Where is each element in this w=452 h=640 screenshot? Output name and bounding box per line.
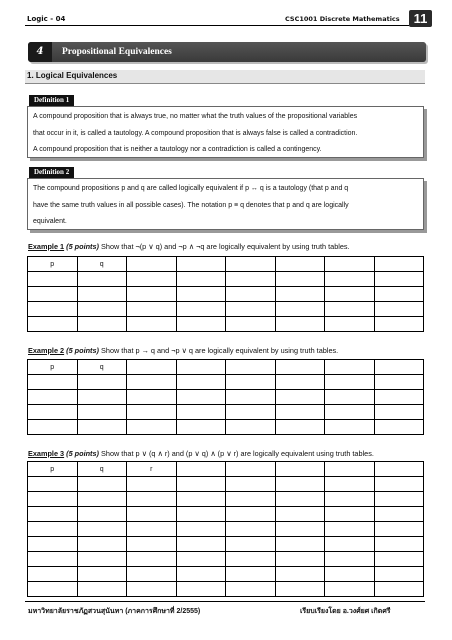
table-cell[interactable] — [374, 317, 424, 332]
table-cell[interactable] — [127, 272, 177, 287]
table-row — [28, 582, 424, 597]
footer-rule — [25, 601, 425, 602]
section-heading-bar — [25, 70, 425, 84]
table-cell[interactable] — [77, 582, 127, 597]
table-row — [28, 390, 424, 405]
table-header-cell — [226, 257, 276, 272]
table-cell[interactable] — [226, 522, 276, 537]
table-cell[interactable] — [176, 420, 226, 435]
table-cell[interactable] — [275, 405, 325, 420]
definition-1-box — [27, 106, 424, 158]
table-header-cell — [275, 257, 325, 272]
table-cell[interactable] — [77, 522, 127, 537]
table-cell[interactable] — [275, 537, 325, 552]
table-cell[interactable] — [275, 420, 325, 435]
table-cell[interactable] — [28, 420, 78, 435]
table-row — [28, 375, 424, 390]
table-cell[interactable] — [127, 552, 177, 567]
table-row — [28, 287, 424, 302]
table-header-cell — [325, 257, 375, 272]
table-row — [28, 272, 424, 287]
table-cell[interactable] — [176, 492, 226, 507]
table-cell[interactable] — [127, 477, 177, 492]
table-row — [28, 420, 424, 435]
table-cell[interactable] — [374, 272, 424, 287]
table-cell[interactable] — [374, 567, 424, 582]
table-header-row — [28, 257, 424, 272]
table-cell[interactable] — [275, 375, 325, 390]
running-header-left: Logic - 04 — [27, 15, 66, 23]
example-2-title — [28, 346, 338, 355]
table-cell[interactable] — [127, 302, 177, 317]
table-cell[interactable] — [374, 390, 424, 405]
example-3-truth-table — [27, 461, 424, 597]
table-cell[interactable] — [275, 317, 325, 332]
table-cell[interactable] — [127, 390, 177, 405]
example-3-label: Example 3 — [28, 449, 65, 458]
table-cell[interactable] — [325, 477, 375, 492]
table-header-cell — [176, 360, 226, 375]
table-header-cell — [325, 360, 375, 375]
table-cell[interactable] — [226, 317, 276, 332]
table-cell[interactable] — [176, 390, 226, 405]
table-header-cell: q — [77, 360, 127, 375]
table-cell[interactable] — [127, 492, 177, 507]
definition-1-line-3: A compound proposition that is neither a tautology nor a contradiction is called a contingency. — [33, 146, 322, 153]
table-cell[interactable] — [176, 302, 226, 317]
table-cell[interactable] — [77, 317, 127, 332]
table-header-cell — [176, 257, 226, 272]
example-2-text: Show that p → q and ¬p ∨ q are logically equivalent by using truth tables. — [101, 346, 339, 355]
definition-1-line-1: A compound proposition that is always true, no matter what the truth values of the propositional variables — [33, 113, 358, 120]
example-2-truth-table — [27, 359, 424, 435]
table-cell[interactable] — [28, 492, 78, 507]
table-cell[interactable] — [226, 567, 276, 582]
table-row — [28, 492, 424, 507]
table-cell[interactable] — [374, 522, 424, 537]
table-row — [28, 567, 424, 582]
table-cell[interactable] — [127, 507, 177, 522]
table-cell[interactable] — [226, 492, 276, 507]
table-cell[interactable] — [275, 492, 325, 507]
table-cell[interactable] — [176, 567, 226, 582]
table-header-cell: p — [28, 462, 78, 477]
table-cell[interactable] — [275, 287, 325, 302]
table-cell[interactable] — [325, 317, 375, 332]
table-header-cell — [176, 462, 226, 477]
table-cell[interactable] — [176, 522, 226, 537]
table-cell[interactable] — [28, 522, 78, 537]
table-cell[interactable] — [374, 302, 424, 317]
table-cell[interactable] — [28, 375, 78, 390]
example-3-text: Show that p ∨ (q ∧ r) and (p ∨ q) ∧ (p ∨ r) are logically equivalent using truth tables. — [101, 449, 374, 458]
table-cell[interactable] — [127, 375, 177, 390]
table-cell[interactable] — [127, 405, 177, 420]
table-cell[interactable] — [325, 420, 375, 435]
table-cell[interactable] — [127, 317, 177, 332]
table-cell[interactable] — [275, 507, 325, 522]
table-cell[interactable] — [226, 552, 276, 567]
table-cell[interactable] — [77, 552, 127, 567]
table-cell[interactable] — [325, 272, 375, 287]
table-header-cell — [374, 360, 424, 375]
table-header-cell — [226, 360, 276, 375]
table-cell[interactable] — [28, 317, 78, 332]
table-cell[interactable] — [127, 420, 177, 435]
table-header-cell — [374, 462, 424, 477]
chapter-number: 4 — [28, 42, 52, 62]
table-cell[interactable] — [176, 477, 226, 492]
table-cell[interactable] — [176, 317, 226, 332]
table-header-cell — [325, 462, 375, 477]
table-row — [28, 302, 424, 317]
table-cell[interactable] — [77, 272, 127, 287]
table-row — [28, 507, 424, 522]
table-cell[interactable] — [28, 537, 78, 552]
table-cell[interactable] — [226, 272, 276, 287]
table-cell[interactable] — [77, 287, 127, 302]
table-row — [28, 537, 424, 552]
table-cell[interactable] — [325, 390, 375, 405]
table-cell[interactable] — [226, 477, 276, 492]
table-cell[interactable] — [325, 522, 375, 537]
table-cell[interactable] — [28, 582, 78, 597]
table-cell[interactable] — [226, 287, 276, 302]
table-cell[interactable] — [374, 507, 424, 522]
table-cell[interactable] — [325, 567, 375, 582]
table-cell[interactable] — [28, 477, 78, 492]
table-cell[interactable] — [28, 552, 78, 567]
table-cell[interactable] — [374, 537, 424, 552]
table-header-cell — [226, 462, 276, 477]
table-cell[interactable] — [77, 375, 127, 390]
table-cell[interactable] — [176, 582, 226, 597]
table-cell[interactable] — [226, 420, 276, 435]
table-cell[interactable] — [275, 522, 325, 537]
table-cell[interactable] — [226, 390, 276, 405]
table-cell[interactable] — [77, 567, 127, 582]
table-cell[interactable] — [374, 492, 424, 507]
table-cell[interactable] — [77, 420, 127, 435]
table-cell[interactable] — [275, 582, 325, 597]
table-cell[interactable] — [325, 375, 375, 390]
chapter-banner — [28, 42, 426, 62]
definition-1-tag: Definition 1 — [29, 95, 74, 106]
table-cell[interactable] — [28, 287, 78, 302]
table-cell[interactable] — [28, 507, 78, 522]
table-header-cell: q — [77, 462, 127, 477]
table-cell[interactable] — [77, 302, 127, 317]
example-2-label: Example 2 — [28, 346, 65, 355]
table-row — [28, 477, 424, 492]
table-row — [28, 405, 424, 420]
table-cell[interactable] — [275, 390, 325, 405]
table-header-cell — [275, 462, 325, 477]
table-cell[interactable] — [77, 492, 127, 507]
chapter-title: Propositional Equivalences — [62, 47, 172, 57]
example-3-points: (5 points) — [66, 449, 99, 458]
table-cell[interactable] — [374, 582, 424, 597]
definition-2-line-2: have the same truth values in all possible cases). The notation p ≡ q denotes that p and q are logically — [33, 201, 349, 209]
table-row — [28, 317, 424, 332]
example-1-text: Show that ¬(p ∨ q) and ¬p ∧ ¬q are logically equivalent by using truth tables. — [101, 242, 350, 251]
section-title: 1. Logical Equivalences — [27, 71, 118, 80]
table-header-cell: r — [127, 462, 177, 477]
table-cell[interactable] — [325, 405, 375, 420]
running-header-right: CSC1001 Discrete Mathematics — [285, 15, 400, 23]
table-header-cell: p — [28, 257, 78, 272]
definition-1-line-2: that occur in it, is called a tautology. A compound proposition that is always false is called a contradiction. — [33, 129, 358, 137]
table-cell[interactable] — [325, 537, 375, 552]
table-cell[interactable] — [325, 287, 375, 302]
header-rule — [25, 25, 409, 26]
definition-2-line-3: equivalent. — [33, 218, 67, 225]
table-cell[interactable] — [28, 567, 78, 582]
table-cell[interactable] — [176, 287, 226, 302]
table-cell[interactable] — [226, 405, 276, 420]
table-cell[interactable] — [374, 287, 424, 302]
table-cell[interactable] — [275, 567, 325, 582]
example-1-truth-table — [27, 256, 424, 332]
page-number-badge: 11 — [409, 10, 432, 27]
definition-2-line-1: The compound propositions p and q are called logically equivalent if p ↔ q is a tautology (that p and q — [33, 185, 349, 192]
example-1-label: Example 1 — [28, 242, 65, 251]
table-cell[interactable] — [127, 582, 177, 597]
table-header-cell — [374, 257, 424, 272]
table-cell[interactable] — [127, 522, 177, 537]
table-cell[interactable] — [275, 552, 325, 567]
table-cell[interactable] — [325, 492, 375, 507]
table-cell[interactable] — [226, 507, 276, 522]
table-row — [28, 522, 424, 537]
table-cell[interactable] — [275, 302, 325, 317]
table-cell[interactable] — [325, 582, 375, 597]
table-cell[interactable] — [374, 420, 424, 435]
table-cell[interactable] — [226, 537, 276, 552]
table-cell[interactable] — [325, 302, 375, 317]
table-cell[interactable] — [77, 477, 127, 492]
table-cell[interactable] — [127, 537, 177, 552]
table-cell[interactable] — [176, 507, 226, 522]
table-cell[interactable] — [176, 272, 226, 287]
table-cell[interactable] — [374, 405, 424, 420]
table-cell[interactable] — [275, 272, 325, 287]
table-header-cell — [127, 360, 177, 375]
table-cell[interactable] — [325, 507, 375, 522]
footer-author: เรียบเรียงโดย อ.วงศ์ยศ เกิดศรี — [300, 608, 391, 615]
footer-institution: มหาวิทยาลัยราชภัฏสวนสุนันทา (ภาคการศึกษาที่ 2/2555) — [28, 608, 201, 615]
table-cell[interactable] — [275, 477, 325, 492]
table-cell[interactable] — [28, 405, 78, 420]
table-header-cell: q — [77, 257, 127, 272]
table-cell[interactable] — [374, 375, 424, 390]
table-header-cell — [275, 360, 325, 375]
table-cell[interactable] — [176, 375, 226, 390]
table-header-row — [28, 462, 424, 477]
table-cell[interactable] — [28, 390, 78, 405]
table-cell[interactable] — [77, 405, 127, 420]
table-row — [28, 552, 424, 567]
example-2-points: (5 points) — [66, 346, 99, 355]
example-3-title — [28, 449, 374, 458]
definition-2-tag: Definition 2 — [29, 167, 74, 178]
table-cell[interactable] — [176, 537, 226, 552]
table-cell[interactable] — [325, 552, 375, 567]
table-header-cell: p — [28, 360, 78, 375]
table-cell[interactable] — [28, 272, 78, 287]
table-cell[interactable] — [127, 287, 177, 302]
table-cell[interactable] — [226, 375, 276, 390]
table-cell[interactable] — [176, 405, 226, 420]
table-cell[interactable] — [77, 390, 127, 405]
table-cell[interactable] — [127, 567, 177, 582]
table-cell[interactable] — [28, 302, 78, 317]
example-1-points: (5 points) — [66, 242, 99, 251]
definition-2-box — [27, 178, 424, 230]
table-cell[interactable] — [77, 507, 127, 522]
table-cell[interactable] — [226, 302, 276, 317]
example-1-title — [28, 242, 350, 251]
table-cell[interactable] — [374, 477, 424, 492]
table-cell[interactable] — [176, 552, 226, 567]
table-cell[interactable] — [226, 582, 276, 597]
table-cell[interactable] — [77, 537, 127, 552]
table-cell[interactable] — [374, 552, 424, 567]
table-header-row — [28, 360, 424, 375]
table-header-cell — [127, 257, 177, 272]
